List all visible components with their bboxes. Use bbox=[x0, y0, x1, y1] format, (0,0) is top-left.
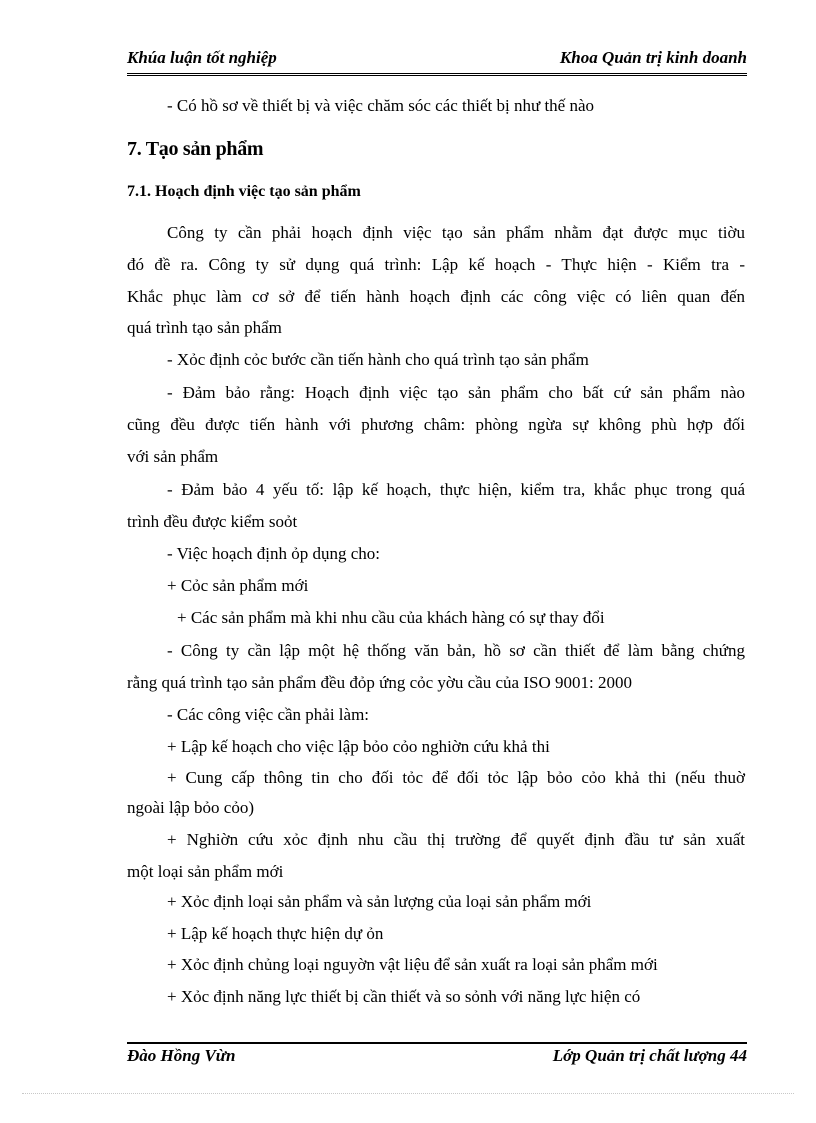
subsection-heading: 7.1. Hoạch định việc tạo sản phẩm bbox=[127, 183, 361, 200]
section-heading: 7. Tạo sản phẩm bbox=[127, 138, 264, 160]
header-thesis-title: Khúa luận tốt nghiệp bbox=[127, 48, 277, 67]
bullet-line: - Đảm bảo rằng: Hoạch định việc tạo sản phẩm cho bất cứ sản phẩm nào bbox=[167, 383, 745, 402]
paragraph-line: đó đề ra. Công ty sử dụng quá trình: Lập kế hoạch - Thực hiện - Kiểm tra - bbox=[127, 255, 745, 274]
paragraph-line: rằng quá trình tạo sản phẩm đều đỏp ứng cỏc yờu cầu của ISO 9001: 2000 bbox=[127, 673, 632, 692]
footer-author: Đào Hồng Vừn bbox=[127, 1046, 236, 1065]
bullet-line: - Các công việc cần phải làm: bbox=[167, 705, 370, 724]
plus-item: + Cung cấp thông tin cho đối tỏc để đối tỏc lập bỏo cỏo khả thi (nếu thuờ bbox=[167, 768, 745, 787]
paragraph-line: một loại sản phẩm mới bbox=[127, 862, 284, 881]
plus-item: + Lập kế hoạch thực hiện dự ỏn bbox=[167, 924, 384, 943]
paragraph-line: Công ty cần phải hoạch định việc tạo sản phẩm nhằm đạt được mục tiờu bbox=[167, 223, 745, 242]
plus-item: + Cỏc sản phẩm mới bbox=[167, 576, 309, 595]
paragraph-line: quá trình tạo sản phẩm bbox=[127, 318, 282, 337]
paragraph-line: trình đều được kiểm soỏt bbox=[127, 512, 298, 531]
paragraph-line: ngoài lập bỏo cỏo) bbox=[127, 798, 254, 817]
footer-rule bbox=[127, 1042, 747, 1044]
bullet-line: - Có hồ sơ về thiết bị và việc chăm sóc các thiết bị như thế nào bbox=[167, 96, 595, 115]
paragraph-line: với sản phẩm bbox=[127, 447, 219, 466]
page-footer bbox=[127, 1046, 747, 1070]
plus-item: + Lập kế hoạch cho việc lập bỏo cỏo nghiờn cứu khả thi bbox=[167, 737, 550, 756]
paragraph-line: cũng đều được tiến hành với phương châm: phòng ngừa sự không phù hợp đối bbox=[127, 415, 745, 434]
header-faculty: Khoa Quản trị kinh doanh bbox=[559, 48, 747, 67]
plus-item: + Xỏc định loại sản phẩm và sản lượng của loại sản phẩm mới bbox=[167, 892, 592, 911]
bullet-line: - Công ty cần lập một hệ thống văn bản, hồ sơ cần thiết để làm bằng chứng bbox=[167, 641, 745, 660]
bullet-line: - Xỏc định cỏc bước cần tiến hành cho quá trình tạo sản phẩm bbox=[167, 350, 589, 369]
paragraph-line: Khắc phục làm cơ sở để tiến hành hoạch định các công việc có liên quan đến bbox=[127, 287, 745, 306]
plus-item: + Xỏc định chủng loại nguyờn vật liệu để sản xuất ra loại sản phẩm mới bbox=[167, 955, 658, 974]
page-header bbox=[127, 48, 747, 72]
plus-item: + Các sản phẩm mà khi nhu cầu của khách hàng có sự thay đổi bbox=[177, 608, 605, 627]
plus-item: + Nghiờn cứu xỏc định nhu cầu thị trường để quyết định đầu tư sản xuất bbox=[167, 830, 745, 849]
header-rule bbox=[127, 73, 747, 76]
plus-item: + Xỏc định năng lực thiết bị cần thiết và so sỏnh với năng lực hiện có bbox=[167, 987, 641, 1006]
bullet-line: - Việc hoạch định ỏp dụng cho: bbox=[167, 544, 381, 563]
page-edge-dotted-line bbox=[22, 1093, 794, 1094]
bullet-line: - Đảm bảo 4 yếu tố: lập kế hoạch, thực hiện, kiểm tra, khắc phục trong quá bbox=[167, 480, 745, 499]
footer-class: Lớp Quản trị chất lượng 44 bbox=[552, 1046, 747, 1065]
